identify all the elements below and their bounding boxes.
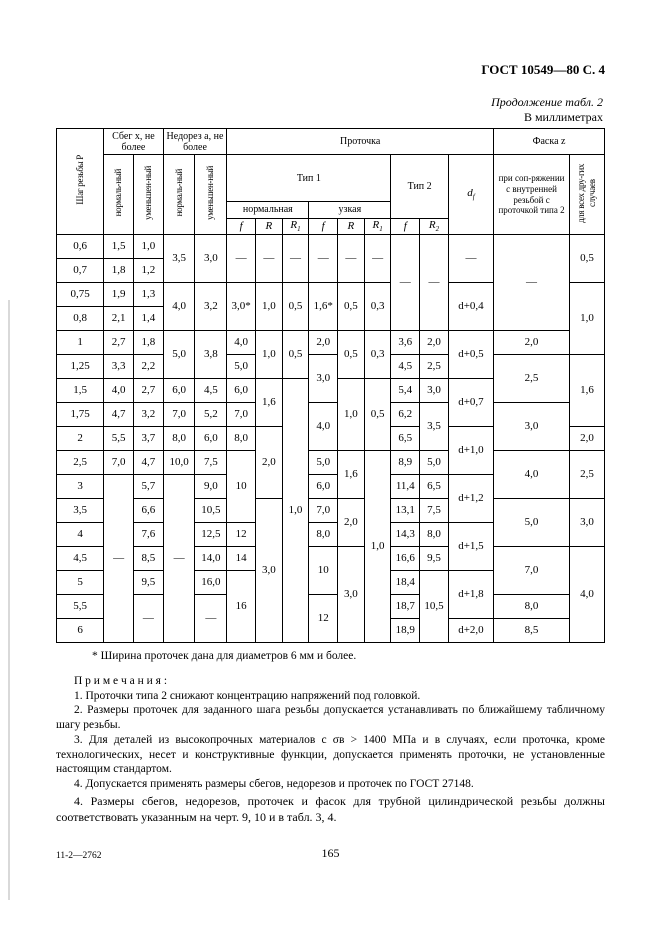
table-cell: — [227,235,256,283]
table-cell: 5,0 [309,451,338,475]
header-cell: $R_1$ [364,218,391,234]
table-cell: 5,2 [195,403,227,427]
header-cell: Недорез а, не более [163,129,227,155]
table-cell: 8,9 [391,451,420,475]
table-cell: 12,5 [195,523,227,547]
table-cell: 14 [227,547,256,571]
table-cell: 6 [57,619,104,643]
table-cell: 2,5 [569,451,604,499]
table-cell: — [104,475,134,643]
header-cell: нормальная [227,202,309,218]
thread-dimensions-table [56,128,605,643]
table-cell: 3,0 [494,403,570,451]
table-cell: 5,5 [104,427,134,451]
table-cell: — [364,235,391,283]
table-cell: 5,0 [227,355,256,379]
table-cell: 4,0 [309,403,338,451]
table-cell: 9,5 [133,571,163,595]
table-cell: 7,5 [420,499,449,523]
table-cell: 1,3 [133,283,163,307]
table-cell: 10,0 [163,451,195,475]
header-cell: Проточка [227,129,494,155]
table-cell: 1,0 [364,451,391,643]
table-cell: 18,4 [391,571,420,595]
scan-artifact [8,300,10,900]
table-cell: 16,0 [195,571,227,595]
table-row [57,331,605,355]
note-item: 4. Допускается применять размеры сбегов, недорезов и проточек по ГОСТ 27148. [74,778,474,791]
table-cell: 4,5 [57,547,104,571]
table-continuation-label: Продолжение табл. 2 [491,95,603,109]
notes-title: П р и м е ч а н и я : [74,675,168,687]
table-cell: 8,0 [494,595,570,619]
table-cell: 7,6 [133,523,163,547]
header-cell: Тип 1 [227,155,391,202]
table-cell: 7,0 [104,451,134,475]
table-cell: — [163,475,195,643]
table-cell: 2,0 [309,331,338,355]
table-cell: 5,7 [133,475,163,499]
table-cell: 0,6 [57,235,104,259]
table-cell: 8,0 [420,523,449,547]
table-cell: d+0,5 [448,331,493,379]
table-cell: 11,4 [391,475,420,499]
table-cell: 18,9 [391,619,420,643]
table-cell: 3,8 [195,331,227,379]
table-cell: 16,6 [391,547,420,571]
table-cell: 3,6 [391,331,420,355]
table-cell: 1,8 [104,259,134,283]
table-cell: — [256,235,283,283]
table-cell: 1,6 [338,451,365,499]
vertical-label: уменьшен-ный [205,166,216,220]
header-cell: при соп-ряжении с внутренней резьбой с проточкой типа 2 [494,155,570,235]
table-cell: 1 [57,331,104,355]
table-cell: 4,0 [163,283,195,331]
table-cell: 5,5 [57,595,104,619]
table-cell: 1,0 [256,283,283,331]
table-cell: 1,5 [57,379,104,403]
table-cell: 3,0 [309,355,338,403]
vertical-label: Шаг резьбы Р [74,155,85,205]
table-cell: 1,75 [57,403,104,427]
table-footnote: * Ширина проточек дана для диаметров 6 мм и более. [92,650,357,662]
note-item: 3. Для деталей из высокопрочных материалов с σв > 1400 МПа и в случаях, если проточка, кроме технологических, несет и конструктивные функции, допускается применять проточки, не установленные настоящим стандартом. [56,733,605,776]
table-cell: 2 [57,427,104,451]
table-row [57,451,605,475]
table-cell: 6,0 [195,427,227,451]
table-cell: 2,5 [57,451,104,475]
header-cell: f [227,218,256,234]
table-cell: 2,0 [420,331,449,355]
vertical-label: нормаль-ный [113,169,124,217]
table-cell: 3,0 [420,379,449,403]
table-cell: 1,6 [569,355,604,427]
table-row [57,499,605,523]
header-cell: f [391,218,420,234]
table-cell: 5,0 [494,499,570,547]
document-number: ГОСТ 10549—80 С. 4 [481,62,605,77]
table-cell: 16 [227,571,256,643]
body-paragraph: 4. Размеры сбегов, недорезов, проточек и фасок для трубной цилиндрической резьбы должны соответствовать указанным на черт. 9, 10 и в табл. 3, 4. [56,794,605,825]
table-cell: 7,0 [163,403,195,427]
table-cell: d+2,0 [448,619,493,643]
table-row [57,403,605,427]
header-cell: Фаска z [494,129,605,155]
table-cell: 3,0 [195,235,227,283]
table-cell: 0,5 [282,331,309,379]
table-row [57,547,605,571]
table-cell: 6,6 [133,499,163,523]
table-cell: 2,1 [104,307,134,331]
table-cell: 0,7 [57,259,104,283]
table-cell: 3,0 [569,499,604,547]
table-cell: 1,6 [256,379,283,427]
table-row [57,355,605,379]
header-cell [195,155,227,235]
notes-section [56,674,605,792]
table-cell: 7,5 [195,451,227,475]
table-cell: 3,0 [256,499,283,643]
units-label: В миллиметрах [523,110,603,124]
header-cell: Сбег х, не более [104,129,164,155]
table-cell: 5,0 [420,451,449,475]
table-cell: 12 [309,595,338,643]
table-cell: 6,5 [420,475,449,499]
header-cell [163,155,195,235]
table-cell: 2,0 [256,427,283,499]
table-cell: — [338,235,365,283]
table-cell: 5 [57,571,104,595]
table-cell: — [282,235,309,283]
table-cell: 1,0 [569,283,604,355]
header-cell: $R_1$ [282,218,309,234]
table-cell: 1,0 [338,379,365,451]
table-row [57,595,605,619]
note-item: 1. Проточки типа 2 снижают концентрацию напряжений под головкой. [74,689,421,702]
header-cell: Тип 2 [391,155,448,219]
table-cell: 12 [227,523,256,547]
table-cell: 3,0* [227,283,256,331]
table-cell: 4 [57,523,104,547]
table-body [57,235,605,643]
table-cell: 8,0 [309,523,338,547]
table-cell: 4,0 [494,451,570,499]
table-cell: 9,5 [420,547,449,571]
table-cell: d+0,7 [448,379,493,427]
table-cell: 14,0 [195,547,227,571]
table-cell: 1,0 [282,379,309,643]
table-cell: 4,7 [104,403,134,427]
table-cell: 1,6* [309,283,338,331]
table-cell: 8,5 [133,547,163,571]
table-cell: 0,5 [282,283,309,331]
table-cell: 18,7 [391,595,420,619]
table-cell: 3 [57,475,104,499]
table-cell: — [420,235,449,331]
table-cell: d+1,2 [448,475,493,523]
table-cell: 8,5 [494,619,570,643]
table-cell: d+1,5 [448,523,493,571]
table-cell: 6,0 [163,379,195,403]
table-cell: — [195,595,227,643]
table-cell: 6,2 [391,403,420,427]
table-cell: 9,0 [195,475,227,499]
table-cell: 5,4 [391,379,420,403]
table-cell: 0,8 [57,307,104,331]
table-cell: 2,0 [494,331,570,355]
header-cell: узкая [309,202,391,218]
table-row [57,235,605,259]
header-row [57,155,605,202]
table-cell: 8,0 [163,427,195,451]
table-cell: 0,5 [338,331,365,379]
table-cell: 3,3 [104,355,134,379]
note-item: 2. Размеры проточек для заданного шага резьбы допускается устанавливать по ближайшему табличному шагу резьбы. [56,704,605,732]
table-cell: 6,0 [227,379,256,403]
table-cell: 6,0 [309,475,338,499]
table-cell: 10 [309,547,338,595]
vertical-label: уменьшен-ный [142,166,153,220]
header-row [57,129,605,155]
table-cell: 10,5 [420,571,449,643]
table-cell: — [133,595,163,643]
table-cell: 3,5 [163,235,195,283]
table-cell: 13,1 [391,499,420,523]
table-header [57,129,605,235]
header-cell: $d_f$ [448,155,493,235]
header-cell [57,129,104,235]
table-cell: 14,3 [391,523,420,547]
table-cell: — [494,235,570,331]
table-cell: 4,0 [227,331,256,355]
table-cell: 4,5 [391,355,420,379]
table-cell: — [309,235,338,283]
table-cell: 0,5 [364,379,391,451]
table-cell: d+0,4 [448,283,493,331]
table-cell: 3,0 [338,547,365,643]
table-cell: 3,7 [133,427,163,451]
table-cell: 1,0 [256,331,283,379]
table-cell: 2,5 [420,355,449,379]
table-cell: 2,2 [133,355,163,379]
table-cell: 10 [227,451,256,523]
table-cell: 6,5 [391,427,420,451]
table-cell: 0,3 [364,331,391,379]
table-cell: 1,25 [57,355,104,379]
vertical-label: нормаль-ный [173,169,184,217]
table-cell: 2,7 [104,331,134,355]
header-cell [104,155,134,235]
table-cell: 8,0 [227,427,256,451]
table-cell: 1,9 [104,283,134,307]
page-number: 165 [321,846,340,860]
table-cell: 4,5 [195,379,227,403]
table-cell: 1,4 [133,307,163,331]
header-cell: R [256,218,283,234]
header-cell [133,155,163,235]
table-cell: 3,5 [420,403,449,451]
table-cell: 7,0 [494,547,570,595]
table-cell: 7,0 [309,499,338,523]
table-cell: 2,5 [494,355,570,403]
table-cell: 3,5 [57,499,104,523]
table-cell: 1,5 [104,235,134,259]
table-cell: 3,2 [195,283,227,331]
table-cell: 0,75 [57,283,104,307]
table-cell: 1,0 [133,235,163,259]
table-cell: 1,2 [133,259,163,283]
table-cell: — [391,235,420,331]
table-cell: — [448,235,493,283]
table-cell: d+1,8 [448,571,493,619]
table-cell: 1,8 [133,331,163,355]
table-cell: 4,0 [569,547,604,643]
table-cell: 0,5 [338,283,365,331]
table-cell: 0,3 [364,283,391,331]
table-cell: 5,0 [163,331,195,379]
header-cell: R [338,218,365,234]
table-cell: 7,0 [227,403,256,427]
table-cell: 10,5 [195,499,227,523]
header-cell [569,155,604,235]
header-cell: $R_2$ [420,218,449,234]
table-cell: 2,0 [338,499,365,547]
print-code: 11-2—2762 [56,851,102,861]
header-cell: f [309,218,338,234]
table-cell: 2,7 [133,379,163,403]
vertical-label: для всех дру-гих случаев [576,163,597,223]
table-cell: 2,0 [569,427,604,451]
table-cell: 0,5 [569,235,604,283]
table-cell: d+1,0 [448,427,493,475]
table-cell: 4,0 [104,379,134,403]
table-cell: 4,7 [133,451,163,475]
table-cell: 3,2 [133,403,163,427]
